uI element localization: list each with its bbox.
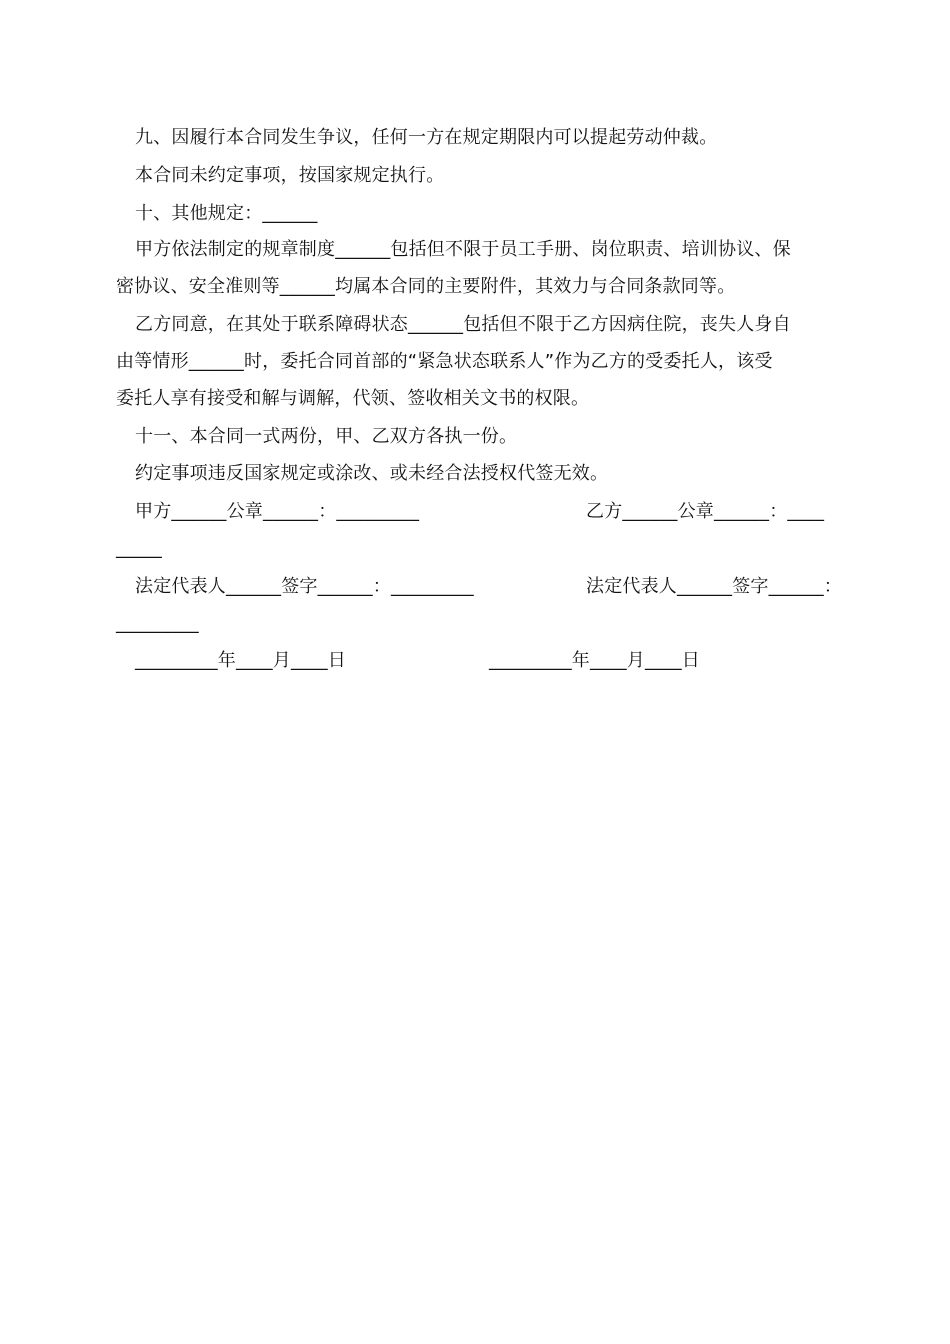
invalid-clause: 约定事项违反国家规定或涂改、或未经合法授权代签无效。 bbox=[135, 463, 609, 484]
clause-11: 十一、本合同一式两份，甲、乙双方各执一份。 bbox=[135, 426, 518, 447]
rules-paragraph-line-2: 密协议、安全准则等______均属本合同的主要附件，其效力与合同条款同等。 bbox=[116, 276, 736, 297]
party-b-date: _________年____月____日 bbox=[489, 650, 700, 671]
emergency-paragraph-line-2: 由等情形______时，委托合同首部的“紧急状态联系人”作为乙方的受委托人，该受 bbox=[116, 351, 773, 372]
party-a-seal: 甲方______公章______：_________ bbox=[135, 501, 420, 522]
party-b-seal-continued: _____ bbox=[116, 538, 162, 559]
rules-paragraph-line-1: 甲方依法制定的规章制度______包括但不限于员工手册、岗位职责、培训协议、保 bbox=[135, 239, 791, 260]
clause-10: 十、其他规定：______ bbox=[135, 203, 318, 224]
emergency-paragraph-line-1: 乙方同意，在其处于联系障碍状态______包括但不限于乙方因病住院，丧失人身自 bbox=[135, 314, 791, 335]
party-a-date: _________年____月____日 bbox=[135, 650, 346, 671]
unagreed-matters: 本合同未约定事项，按国家规定执行。 bbox=[135, 165, 445, 186]
party-a-representative: 法定代表人______签字______：_________ bbox=[135, 576, 474, 597]
party-b-representative: 法定代表人______签字______： bbox=[586, 576, 842, 597]
party-b-representative-continued: _________ bbox=[116, 613, 199, 634]
clause-9: 九、因履行本合同发生争议，任何一方在规定期限内可以提起劳动仲裁。 bbox=[135, 127, 718, 148]
emergency-paragraph-line-3: 委托人享有接受和解与调解，代领、签收相关文书的权限。 bbox=[116, 388, 590, 409]
party-b-seal: 乙方______公章______：____ bbox=[586, 501, 825, 522]
